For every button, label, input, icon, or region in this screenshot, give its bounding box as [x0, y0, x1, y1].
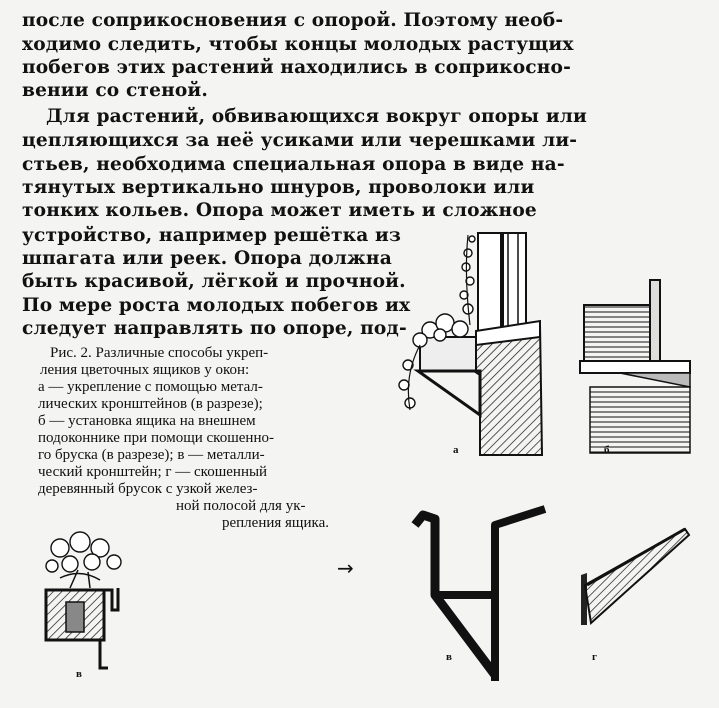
caption-line: а — укрепление с помощью метал- — [38, 379, 263, 395]
figure-v-box-label: в — [76, 668, 82, 680]
figure-a-label: а — [453, 444, 459, 456]
caption-line: ной полосой для ук- — [176, 498, 306, 514]
body-line: ходимо следить, чтобы концы молодых растущих — [22, 34, 574, 55]
body-line: побегов этих растений находились в соприкосно- — [22, 57, 571, 78]
body-line: цепляющихся за неё усиками или черешками ли- — [22, 130, 578, 151]
body-line: шпагата или реек. Опора должна — [22, 248, 392, 269]
figure-b-label: б — [604, 444, 610, 456]
caption-line: подоконнике при помощи скошенно- — [38, 430, 274, 446]
caption-line: репления ящика. — [222, 515, 329, 531]
figure-v-box-illustration — [40, 528, 130, 678]
arrow-icon: → — [337, 556, 354, 580]
figure-v-bracket-illustration — [405, 505, 555, 685]
figure-g-illustration — [575, 525, 695, 635]
figure-a-illustration — [390, 225, 560, 465]
body-line: По мере роста молодых побегов их — [22, 295, 411, 316]
body-line: вении со стеной. — [22, 80, 208, 101]
body-line: быть красивой, лёгкой и прочной. — [22, 271, 406, 292]
body-line: следует направлять по опоре, под- — [22, 318, 407, 339]
body-line: тонких кольев. Опора может иметь и сложное — [22, 200, 537, 221]
body-line: стьев, необходима специальная опора в виде на- — [22, 154, 565, 175]
body-line: после соприкосновения с опорой. Поэтому необ- — [22, 10, 564, 31]
figure-g-label: г — [592, 651, 597, 663]
caption-line: деревянный брусок с узкой желез- — [38, 481, 258, 497]
caption-line: б — установка ящика на внешнем — [38, 413, 256, 429]
caption-line: го бруска (в разрезе); в — металли- — [38, 447, 265, 463]
body-line: Для растений, обвивающихся вокруг опоры или — [46, 106, 587, 127]
caption-line: лических кронштейнов (в разрезе); — [38, 396, 263, 412]
caption-line: Рис. 2. Различные способы укреп- — [50, 345, 269, 361]
body-line: устройство, например решётка из — [22, 225, 401, 246]
body-line: тянутых вертикально шнуров, проволоки или — [22, 177, 535, 198]
caption-line: ческий кронштейн; г — скошенный — [38, 464, 268, 480]
caption-line: ления цветочных ящиков у окон: — [40, 362, 250, 378]
figure-v-bracket-label: в — [446, 651, 452, 663]
figure-b-illustration — [580, 275, 700, 455]
